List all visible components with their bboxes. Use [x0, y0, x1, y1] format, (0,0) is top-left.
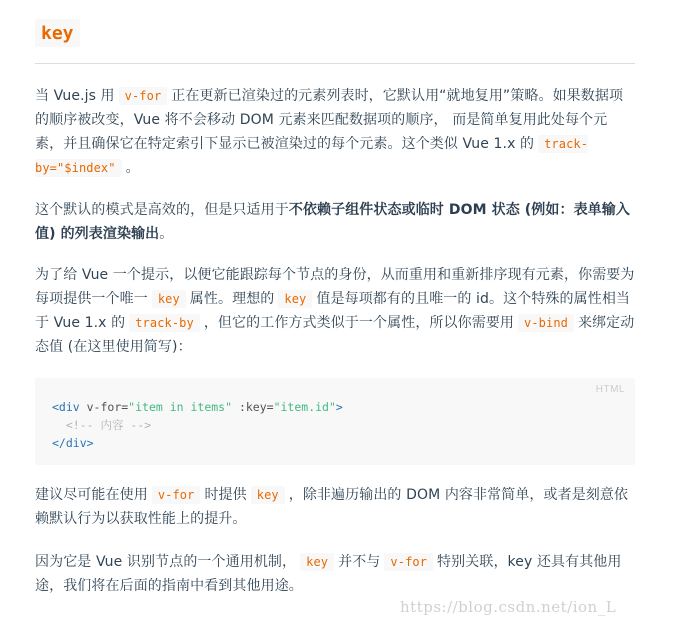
p4-code-v-for: v-for	[152, 486, 201, 504]
paragraph-3	[35, 263, 635, 359]
heading-divider	[35, 63, 635, 64]
code-string-id: "item.id"	[273, 400, 336, 414]
code-tag-bracket: >	[335, 400, 343, 414]
p3-text-1: 为了给 Vue 一个提示，以便它能跟踪每个节点的身份，从而重用和重新排序现有元素，你需要为每项提供一个唯一	[35, 267, 635, 307]
p5-code-v-for: v-for	[384, 553, 433, 571]
p4-text-1: 建议尽可能在使用	[35, 487, 148, 503]
code-content	[52, 398, 343, 452]
p5-text-2: 并不与	[338, 554, 381, 570]
p1-text-2: 正在更新已渲染过的元素列表时，它默认用“就地复用”策略。如果数据项的顺序被改变，Vue 将不会移动 DOM 元素来匹配数据项的顺序， 而是简单复用此处每个元素，并且确保它在特定索引下显示已被渲染过的每个元素。这个类似 Vue 1.x 的	[35, 88, 624, 152]
p3-code-v-bind: v-bind	[518, 314, 574, 332]
paragraph-5	[35, 550, 635, 598]
p1-code-v-for: v-for	[119, 87, 168, 105]
section-heading-wrap	[35, 19, 80, 47]
code-language-label: HTML	[595, 384, 625, 395]
p4-code-key: key	[251, 486, 285, 504]
code-attr-v-for: v-for=	[86, 400, 129, 414]
p2-text-2: 。	[159, 226, 174, 242]
p5-code-key: key	[300, 553, 334, 571]
p4-text-3: ，除非遍历输出的 DOM 内容非常简单，或者是刻意依赖默认行为以获取性能上的提升。	[35, 487, 629, 527]
p5-text-3: 特别关联，key 还具有其他用途，我们将在后面的指南中看到其他用途。	[35, 554, 622, 594]
p3-code-key-2: key	[278, 290, 312, 308]
paragraph-4	[35, 483, 635, 531]
p2-bold-text: 不依赖子组件状态或临时 DOM 状态 (例如：表单输入值) 的列表渲染输出	[35, 202, 630, 242]
p3-code-key: key	[152, 290, 186, 308]
p3-text-5: 来绑定动态值 (在这里使用简写)：	[35, 315, 635, 355]
code-tag-close: </div>	[52, 436, 94, 450]
code-comment: <!-- 内容 -->	[52, 418, 152, 432]
p1-code-track-by-index: track-by="$index"	[35, 137, 589, 175]
code-block	[35, 378, 635, 465]
p1-text-3: 。	[125, 160, 140, 176]
p3-text-2: 属性。理想的	[189, 291, 275, 307]
p5-text-1: 因为它是 Vue 识别节点的一个通用机制，	[35, 554, 297, 570]
section-heading: key	[35, 19, 80, 47]
p3-text-4: ，但它的工作方式类似于一个属性，所以你需要用	[203, 315, 515, 331]
p3-text-3: 值是每项都有的且唯一的 id。这个特殊的属性相当于 Vue 1.x 的	[35, 291, 631, 331]
paragraph-1	[35, 84, 635, 180]
p1-text-1: 当 Vue.js 用	[35, 88, 115, 104]
code-tag-open: <div	[52, 400, 87, 414]
paragraph-2	[35, 198, 635, 246]
p4-text-2: 时提供	[204, 487, 247, 503]
p3-code-track-by: track-by	[129, 314, 200, 332]
code-attr-key: :key=	[232, 400, 274, 414]
watermark-text: https://blog.csdn.net/ion_L	[400, 598, 617, 616]
p2-text-1: 这个默认的模式是高效的，但是只适用于	[35, 202, 289, 218]
code-string-items: "item in items"	[128, 400, 233, 414]
